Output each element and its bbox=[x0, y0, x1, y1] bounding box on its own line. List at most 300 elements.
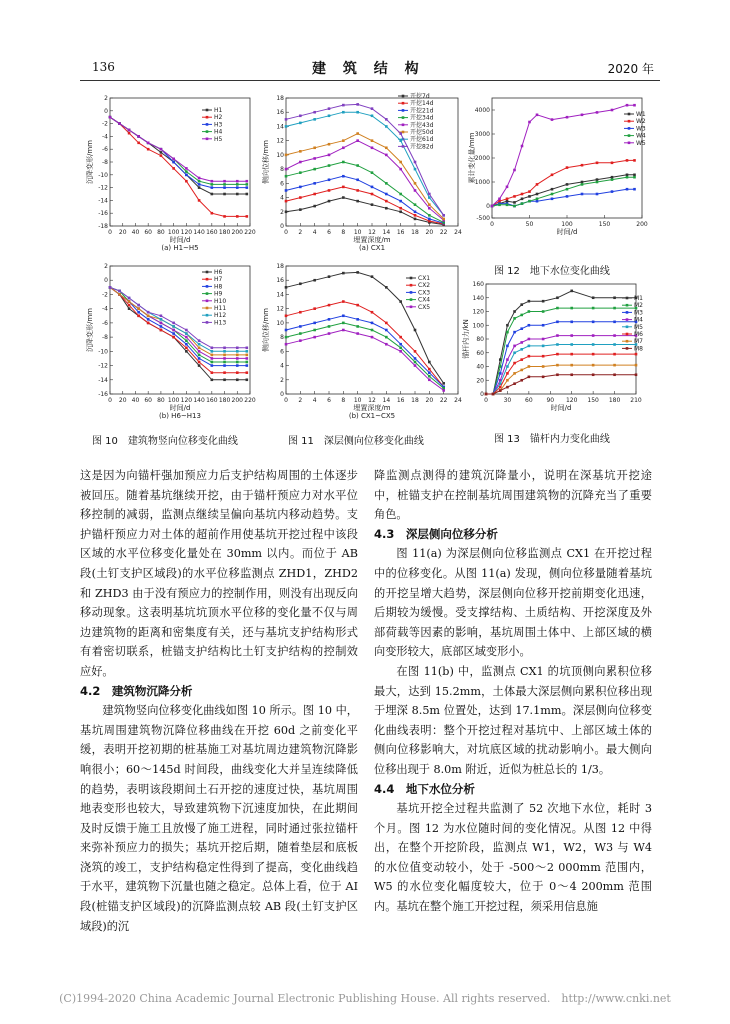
data-point bbox=[551, 193, 554, 196]
data-point bbox=[520, 358, 523, 361]
data-point bbox=[592, 353, 595, 356]
y-tick-label: 14 bbox=[276, 123, 284, 131]
x-tick-label: 16 bbox=[396, 397, 405, 404]
x-tick-label: 100 bbox=[167, 229, 180, 236]
data-point bbox=[211, 371, 214, 374]
data-point bbox=[528, 300, 531, 303]
section-heading-4-2: 4.2 建筑物沉降分析 bbox=[80, 683, 193, 698]
data-point bbox=[137, 307, 140, 310]
data-point bbox=[399, 343, 402, 346]
y-tick-label: -16 bbox=[98, 391, 108, 398]
header-rule bbox=[80, 80, 660, 81]
legend-label: M7 bbox=[634, 338, 643, 346]
data-point bbox=[185, 174, 188, 177]
x-tick-label: 6 bbox=[327, 229, 331, 236]
data-point bbox=[109, 116, 112, 119]
data-point bbox=[211, 212, 214, 215]
legend-marker bbox=[410, 284, 413, 287]
data-point bbox=[506, 345, 509, 348]
x-axis-label: 时间/d bbox=[169, 236, 191, 244]
data-point bbox=[313, 279, 316, 282]
legend-label: W3 bbox=[636, 125, 646, 133]
legend-label: W4 bbox=[636, 132, 646, 140]
legend-label: H3 bbox=[214, 121, 223, 129]
y-axis-label: 侧向位移/mm bbox=[262, 308, 270, 352]
data-point bbox=[633, 104, 636, 107]
data-point bbox=[414, 218, 417, 221]
data-point bbox=[198, 339, 201, 342]
data-point bbox=[328, 164, 331, 167]
data-point bbox=[414, 350, 417, 353]
legend-label: 开挖21d bbox=[410, 107, 434, 115]
y-axis-label: 锚杆内力/kN bbox=[462, 319, 470, 359]
data-point bbox=[414, 357, 417, 360]
data-point bbox=[356, 111, 359, 114]
x-tick-label: 12 bbox=[368, 229, 376, 236]
data-point bbox=[442, 382, 445, 385]
data-point bbox=[118, 290, 121, 293]
data-point bbox=[223, 186, 226, 189]
data-point bbox=[172, 161, 175, 164]
y-tick-label: -4 bbox=[102, 133, 108, 141]
data-point bbox=[211, 361, 214, 364]
legend-label: W1 bbox=[636, 111, 646, 118]
y-tick-label: 4 bbox=[280, 194, 284, 202]
data-point bbox=[428, 207, 431, 210]
data-point bbox=[128, 129, 131, 132]
data-point bbox=[633, 176, 636, 179]
data-point bbox=[342, 322, 345, 325]
data-point bbox=[328, 107, 331, 110]
data-point bbox=[414, 210, 417, 213]
data-point bbox=[328, 304, 331, 307]
data-point bbox=[246, 378, 249, 381]
data-point bbox=[566, 195, 569, 198]
y-tick-label: 40 bbox=[476, 363, 484, 371]
data-point bbox=[328, 332, 331, 335]
data-point bbox=[506, 372, 509, 375]
data-point bbox=[385, 329, 388, 332]
caption-fig11: 图 11 深层侧向位移变化曲线 bbox=[288, 436, 424, 447]
data-point bbox=[499, 386, 502, 389]
data-point bbox=[172, 167, 175, 170]
x-tick-label: 0 bbox=[284, 397, 288, 404]
data-point bbox=[513, 310, 516, 313]
y-tick-label: -2 bbox=[102, 120, 108, 128]
x-tick-label: 200 bbox=[636, 221, 648, 228]
data-point bbox=[371, 322, 374, 325]
data-point bbox=[570, 364, 573, 367]
data-point bbox=[399, 350, 402, 353]
data-point bbox=[556, 353, 559, 356]
x-tick-label: 18 bbox=[411, 397, 419, 404]
series-line bbox=[486, 375, 636, 394]
data-point bbox=[160, 314, 163, 317]
data-point bbox=[236, 350, 239, 353]
y-tick-label: -10 bbox=[98, 348, 108, 356]
chart-fig10b bbox=[82, 258, 262, 428]
legend-label: H13 bbox=[214, 319, 227, 327]
data-point bbox=[185, 332, 188, 335]
data-point bbox=[236, 357, 239, 360]
journal-year: 2020 年 bbox=[607, 62, 654, 76]
data-point bbox=[299, 311, 302, 314]
data-point bbox=[223, 378, 226, 381]
data-point bbox=[211, 350, 214, 353]
x-tick-label: 180 bbox=[608, 397, 621, 404]
x-tick-label: 22 bbox=[439, 397, 448, 404]
data-point bbox=[118, 293, 121, 296]
series-line bbox=[286, 330, 444, 390]
data-point bbox=[611, 178, 614, 181]
data-point bbox=[592, 343, 595, 346]
data-point bbox=[611, 190, 614, 193]
legend-label: 开挖7d bbox=[410, 93, 430, 100]
data-point bbox=[414, 182, 417, 185]
y-tick-label: 2 bbox=[280, 208, 284, 216]
x-tick-label: 40 bbox=[131, 229, 140, 236]
data-point bbox=[528, 310, 531, 313]
legend-label: 开挖34d bbox=[410, 114, 434, 122]
x-axis-label: 时间/d bbox=[550, 404, 572, 412]
data-point bbox=[570, 353, 573, 356]
series-line bbox=[110, 117, 247, 194]
legend-marker bbox=[626, 311, 629, 314]
legend-marker bbox=[206, 300, 209, 303]
data-point bbox=[371, 139, 374, 142]
x-tick-label: 80 bbox=[157, 397, 165, 404]
data-point bbox=[299, 114, 302, 117]
data-point bbox=[414, 189, 417, 192]
data-point bbox=[626, 104, 629, 107]
data-point bbox=[371, 146, 374, 149]
series-line bbox=[110, 287, 247, 355]
data-point bbox=[328, 189, 331, 192]
data-point bbox=[596, 111, 599, 114]
data-point bbox=[128, 304, 131, 307]
series-line bbox=[286, 316, 444, 387]
data-point bbox=[520, 348, 523, 351]
data-point bbox=[172, 329, 175, 332]
y-axis-label: 侧向位移/mm bbox=[262, 140, 270, 184]
data-point bbox=[556, 334, 559, 337]
x-tick-label: 210 bbox=[630, 397, 642, 404]
x-tick-label: 0 bbox=[284, 229, 288, 236]
y-tick-label: 2 bbox=[104, 95, 108, 102]
y-tick-label: 8 bbox=[280, 166, 284, 174]
right-column bbox=[374, 466, 652, 917]
series-line bbox=[492, 160, 635, 206]
data-point bbox=[236, 193, 239, 196]
legend-label: W5 bbox=[636, 139, 646, 147]
data-point bbox=[635, 353, 638, 356]
data-point bbox=[521, 193, 524, 196]
y-tick-label: -4 bbox=[102, 305, 108, 313]
x-tick-label: 140 bbox=[193, 397, 205, 404]
data-point bbox=[592, 321, 595, 324]
data-point bbox=[198, 343, 201, 346]
data-point bbox=[385, 193, 388, 196]
x-tick-label: 150 bbox=[598, 221, 611, 228]
data-point bbox=[223, 180, 226, 183]
paragraph: 在图 11(b) 中，监测点 CX1 的坑顶侧向累积位移最大，达到 15.2mm，土体最大深层侧向累积位移出现于埋深 8.5m 位置处，达到 17.1mm。深层侧向位移变化曲线表明：整个开挖过程对基坑中、上部区域土体的侧向位移影响大，对坑底区域的扰动影响小。最大侧向位移出现于 8.0m 附近，近似为桩总长的 1/3。 bbox=[374, 664, 652, 776]
data-point bbox=[246, 371, 249, 374]
data-point bbox=[198, 180, 201, 183]
data-point bbox=[542, 300, 545, 303]
data-point bbox=[613, 343, 616, 346]
x-tick-label: 2 bbox=[298, 397, 303, 404]
caption-fig13: 图 13 锚杆内力变化曲线 bbox=[494, 434, 610, 445]
data-point bbox=[198, 186, 201, 189]
copyright-footer: (C)1994-2020 China Academic Journal Electronic Publishing House. All rights reserved. http://www.cnki.net bbox=[59, 992, 671, 1005]
data-point bbox=[160, 148, 163, 151]
legend-marker bbox=[626, 326, 629, 329]
data-point bbox=[328, 325, 331, 328]
legend-label: CX3 bbox=[418, 289, 431, 297]
paragraph: 建筑物竖向位移变化曲线如图 10 所示。图 10 中，基坑周围建筑物沉降位移曲线在开挖 60d 之前变化平缓，表明开挖初期的桩基施工对基坑周边建筑物沉降影响很小；60～145d 时间段，曲线变化大并呈连续降低的趋势，表明该段期间土石开挖的速度过快，基坑周围地表变形也较大，导致建筑物下沉速度加快，在此期间及时反馈于施工且放慢了施工进程，同时通过张拉锚杆来弥补预应力的损失；基坑开挖后期，随着垫层和底板浇筑的竣工，支护结构稳定性得到了提高，变化曲线趋于水平，建筑物下沉量也随之稳定。总体上看，位于 AI 段(桩锚支护区域段)的沉降监测点较 AB 段(土钉支护区域段)的沉 bbox=[80, 704, 358, 933]
data-point bbox=[299, 150, 302, 153]
data-point bbox=[399, 168, 402, 171]
x-tick-label: 100 bbox=[561, 221, 573, 228]
legend-marker bbox=[628, 113, 631, 116]
legend-label: 开挖14d bbox=[410, 100, 434, 108]
series-line bbox=[110, 287, 247, 372]
data-point bbox=[513, 205, 516, 208]
data-point bbox=[399, 336, 402, 339]
data-point bbox=[611, 176, 614, 179]
legend-marker bbox=[626, 318, 629, 321]
data-point bbox=[520, 369, 523, 372]
data-point bbox=[147, 318, 150, 321]
y-tick-label: 0 bbox=[104, 277, 108, 285]
data-point bbox=[371, 193, 374, 196]
y-tick-label: -12 bbox=[98, 184, 108, 192]
data-point bbox=[198, 350, 201, 353]
data-point bbox=[356, 164, 359, 167]
data-point bbox=[536, 200, 539, 203]
data-point bbox=[147, 322, 150, 325]
data-point bbox=[499, 389, 502, 392]
x-tick-label: 24 bbox=[454, 229, 462, 236]
data-point bbox=[299, 208, 302, 211]
data-point bbox=[371, 336, 374, 339]
legend-marker bbox=[402, 131, 405, 134]
data-point bbox=[285, 189, 288, 192]
x-tick-label: 220 bbox=[244, 229, 256, 236]
series-line bbox=[110, 117, 247, 184]
data-point bbox=[313, 157, 316, 160]
data-point bbox=[356, 189, 359, 192]
data-point bbox=[356, 271, 359, 274]
data-point bbox=[428, 368, 431, 371]
legend-label: H10 bbox=[214, 297, 227, 305]
y-tick-label: -2 bbox=[102, 291, 108, 299]
data-point bbox=[385, 154, 388, 157]
data-point bbox=[223, 193, 226, 196]
data-point bbox=[536, 198, 539, 201]
data-point bbox=[520, 379, 523, 382]
data-point bbox=[596, 193, 599, 196]
data-point bbox=[371, 107, 374, 110]
data-point bbox=[246, 183, 249, 186]
y-tick-label: -6 bbox=[102, 146, 108, 154]
legend-marker bbox=[410, 306, 413, 309]
legend-label: CX1 bbox=[418, 275, 431, 282]
data-point bbox=[581, 183, 584, 186]
data-point bbox=[160, 151, 163, 154]
y-tick-label: 10 bbox=[276, 151, 284, 159]
data-point bbox=[342, 104, 345, 107]
legend-marker bbox=[628, 134, 631, 137]
legend-marker bbox=[206, 278, 209, 281]
data-point bbox=[528, 121, 531, 124]
data-point bbox=[313, 336, 316, 339]
x-tick-label: 90 bbox=[546, 397, 555, 404]
data-point bbox=[428, 203, 431, 206]
data-point bbox=[613, 307, 616, 310]
data-point bbox=[542, 310, 545, 313]
chart-fig13 bbox=[462, 278, 662, 423]
series-line bbox=[286, 176, 444, 223]
data-point bbox=[528, 190, 531, 193]
data-point bbox=[160, 154, 163, 157]
x-tick-label: 140 bbox=[193, 229, 205, 236]
data-point bbox=[147, 314, 150, 317]
y-tick-label: 4 bbox=[280, 362, 284, 370]
y-tick-label: 6 bbox=[280, 180, 284, 188]
data-point bbox=[236, 183, 239, 186]
legend-label: H8 bbox=[214, 283, 223, 291]
data-point bbox=[592, 296, 595, 299]
data-point bbox=[223, 371, 226, 374]
legend-label: M5 bbox=[634, 323, 643, 331]
data-point bbox=[160, 329, 163, 332]
data-point bbox=[342, 186, 345, 189]
data-point bbox=[528, 355, 531, 358]
data-point bbox=[414, 214, 417, 217]
data-point bbox=[128, 300, 131, 303]
data-point bbox=[556, 373, 559, 376]
data-point bbox=[285, 125, 288, 128]
data-point bbox=[328, 275, 331, 278]
data-point bbox=[513, 201, 516, 204]
data-point bbox=[299, 339, 302, 342]
x-tick-label: 20 bbox=[118, 229, 127, 236]
data-point bbox=[371, 311, 374, 314]
y-tick-label: -16 bbox=[98, 210, 108, 218]
x-tick-label: 180 bbox=[218, 397, 231, 404]
data-point bbox=[109, 286, 112, 289]
data-point bbox=[118, 122, 121, 125]
y-tick-label: 80 bbox=[476, 336, 484, 343]
data-point bbox=[328, 200, 331, 203]
y-tick-label: 0 bbox=[104, 107, 108, 115]
data-point bbox=[198, 361, 201, 364]
data-point bbox=[428, 193, 431, 196]
legend-label: H1 bbox=[214, 107, 223, 114]
data-point bbox=[172, 332, 175, 335]
data-point bbox=[198, 177, 201, 180]
data-point bbox=[581, 193, 584, 196]
data-point bbox=[198, 357, 201, 360]
plot-frame bbox=[486, 284, 636, 394]
x-tick-label: 10 bbox=[353, 397, 362, 404]
data-point bbox=[236, 354, 239, 357]
data-point bbox=[137, 314, 140, 317]
data-point bbox=[356, 304, 359, 307]
x-tick-label: 80 bbox=[157, 229, 165, 236]
series-line bbox=[110, 117, 247, 181]
y-tick-label: 140 bbox=[472, 294, 484, 302]
data-point bbox=[613, 321, 616, 324]
legend-marker bbox=[402, 102, 405, 105]
y-tick-label: 0 bbox=[280, 223, 284, 230]
data-point bbox=[185, 170, 188, 173]
legend-marker bbox=[206, 138, 209, 141]
data-point bbox=[371, 203, 374, 206]
data-point bbox=[356, 325, 359, 328]
data-point bbox=[223, 183, 226, 186]
data-point bbox=[137, 304, 140, 307]
data-point bbox=[246, 350, 249, 353]
data-point bbox=[246, 354, 249, 357]
data-point bbox=[520, 303, 523, 306]
data-point bbox=[551, 118, 554, 121]
data-point bbox=[185, 350, 188, 353]
data-point bbox=[428, 378, 431, 381]
x-tick-label: 20 bbox=[425, 397, 434, 404]
y-tick-label: 18 bbox=[276, 95, 284, 102]
data-point bbox=[137, 135, 140, 138]
data-point bbox=[613, 334, 616, 337]
data-point bbox=[596, 178, 599, 181]
data-point bbox=[313, 329, 316, 332]
data-point bbox=[513, 195, 516, 198]
data-point bbox=[342, 139, 345, 142]
data-point bbox=[513, 331, 516, 334]
data-point bbox=[556, 364, 559, 367]
data-point bbox=[385, 336, 388, 339]
data-point bbox=[160, 325, 163, 328]
series-line bbox=[110, 287, 247, 348]
data-point bbox=[556, 296, 559, 299]
data-point bbox=[198, 354, 201, 357]
data-point bbox=[285, 154, 288, 157]
data-point bbox=[313, 182, 316, 185]
data-point bbox=[551, 188, 554, 191]
data-point bbox=[385, 125, 388, 128]
data-point bbox=[581, 114, 584, 117]
data-point bbox=[428, 218, 431, 221]
legend-marker bbox=[628, 127, 631, 130]
legend-label: M3 bbox=[634, 309, 643, 317]
data-point bbox=[211, 183, 214, 186]
data-point bbox=[428, 214, 431, 217]
data-point bbox=[613, 296, 616, 299]
x-tick-label: 160 bbox=[206, 397, 218, 404]
legend-marker bbox=[206, 292, 209, 295]
data-point bbox=[551, 174, 554, 177]
data-point bbox=[137, 142, 140, 145]
data-point bbox=[342, 111, 345, 114]
data-point bbox=[520, 327, 523, 330]
data-point bbox=[185, 167, 188, 170]
data-point bbox=[236, 215, 239, 218]
series-line bbox=[286, 187, 444, 224]
data-point bbox=[521, 145, 524, 148]
data-point bbox=[521, 198, 524, 201]
data-point bbox=[566, 116, 569, 119]
